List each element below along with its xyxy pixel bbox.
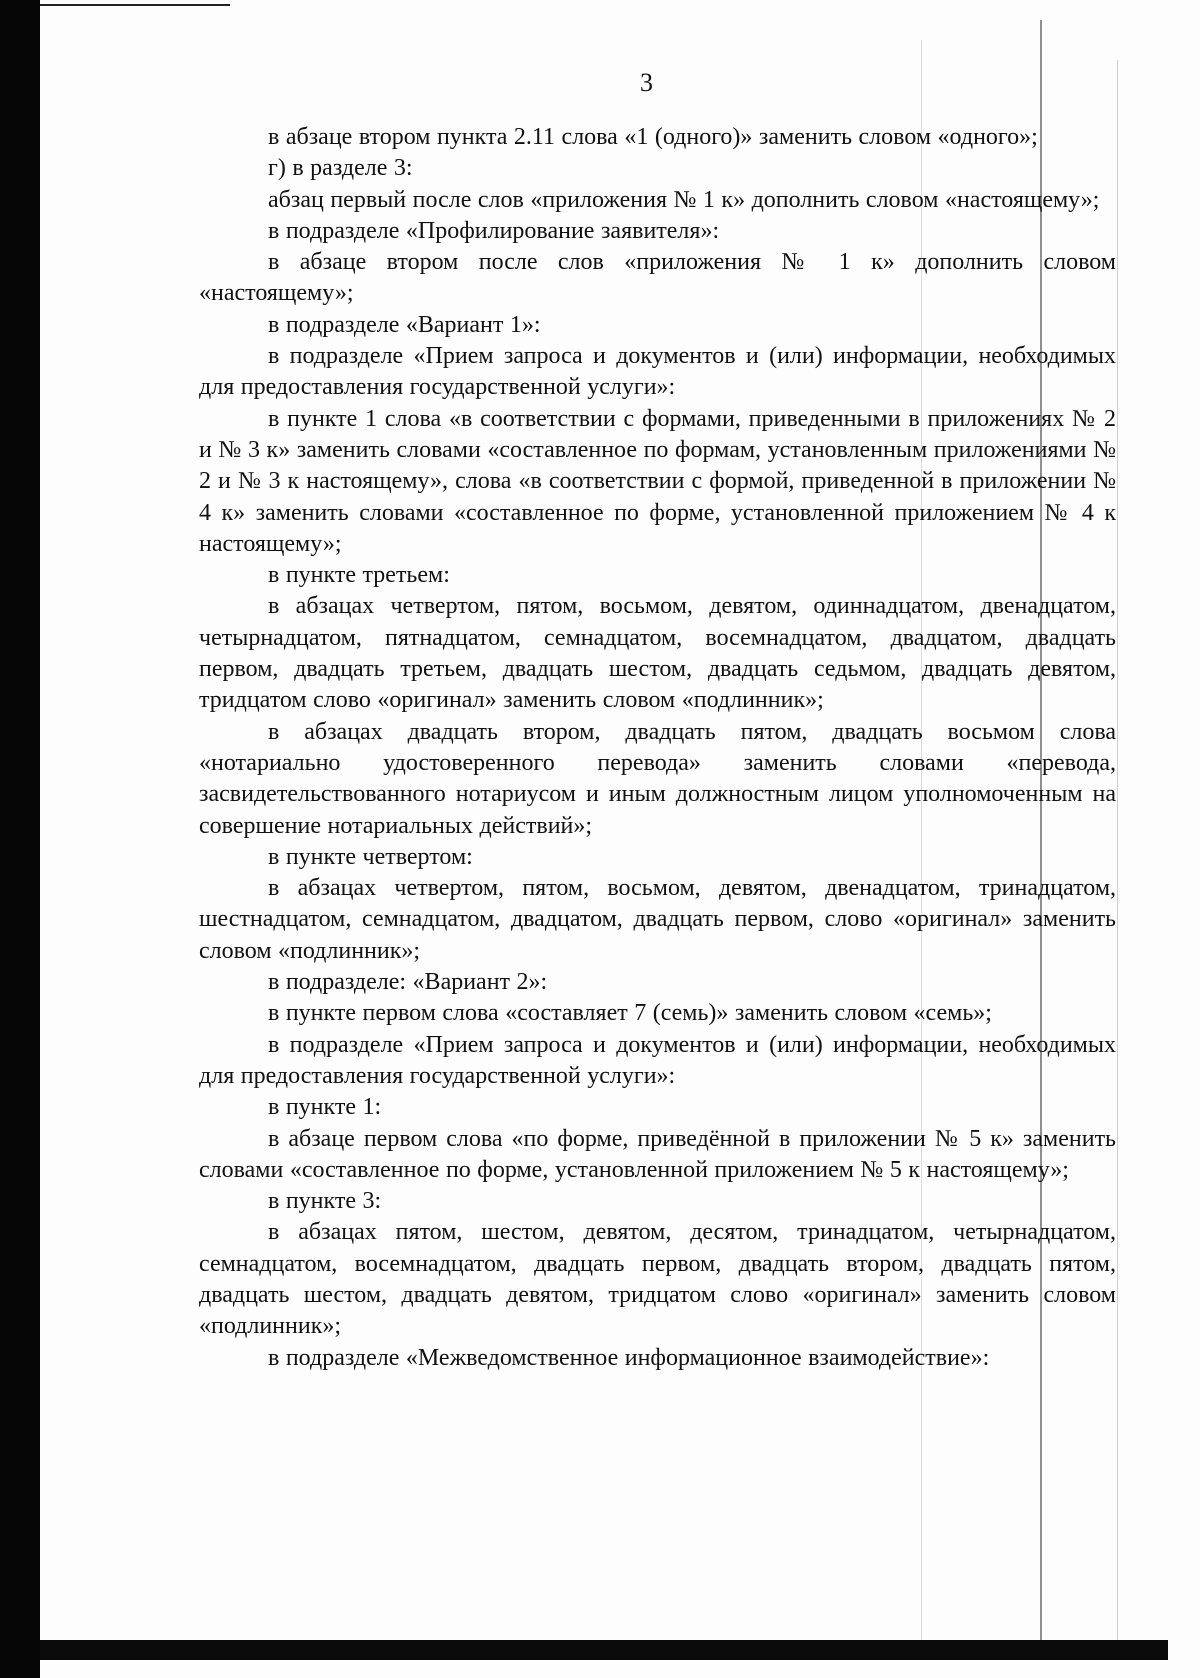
paragraph: абзац первый после слов «приложения № 1 к» дополнить словом «настоящему»;	[268, 186, 1100, 213]
scan-border-bottom	[40, 1640, 1168, 1660]
paragraph: в пункте четвертом:	[268, 843, 473, 870]
paragraph: в пункте 3:	[268, 1188, 382, 1215]
paragraph: в абзацах четвертом, пятом, восьмом, девятом, двенадцатом, тринадцатом, шестнадцатом, семнадцатом, двадцатом, двадцать первом, слово «оригинал» заменить словом «подлинник»;	[199, 875, 1116, 964]
scan-artifact-line	[1117, 60, 1118, 1640]
scan-border-top	[40, 4, 230, 6]
paragraph: в абзацах четвертом, пятом, восьмом, девятом, одиннадцатом, двенадцатом, четырнадцатом, пятнадцатом, семнадцатом, восемнадцатом, двадцатом, двадцать первом, двадцать третьем, двадцать шестом, двадцать седьмом, двадцать девятом, тридцатом слово «оригинал» заменить словом «подлинник»;	[199, 593, 1116, 714]
paragraph: в пункте первом слова «составляет 7 (семь)» заменить словом «семь»;	[268, 1000, 992, 1027]
paragraph: в подразделе «Профилирование заявителя»:	[268, 217, 720, 244]
paragraph: в подразделе: «Вариант 2»:	[268, 969, 548, 996]
paragraph: в подразделе «Прием запроса и документов и (или) информации, необходимых для предоставления государственной услуги»:	[199, 1031, 1116, 1089]
paragraph: в пункте третьем:	[268, 562, 450, 589]
paragraph: в абзаце втором пункта 2.11 слова «1 (одного)» заменить словом «одного»;	[268, 124, 1038, 150]
paragraph: в абзаце первом слова «по форме, приведённой в приложении № 5 к» заменить словами «составленное по форме, установленной приложением № 5 к настоящему»;	[199, 1125, 1116, 1183]
paragraph: в подразделе «Вариант 1»:	[268, 311, 541, 338]
scan-border-left	[0, 0, 40, 1678]
document-body	[199, 122, 1116, 1374]
paragraph: в подразделе «Межведомственное информационное взаимодействие»:	[268, 1344, 990, 1371]
paragraph: г) в разделе 3:	[268, 155, 413, 182]
paragraph: в абзаце втором после слов «приложения № 1 к» дополнить словом «настоящему»;	[199, 249, 1116, 307]
paragraph: в абзацах пятом, шестом, девятом, десятом, тринадцатом, четырнадцатом, семнадцатом, восемнадцатом, двадцать первом, двадцать втором, двадцать пятом, двадцать шестом, двадцать девятом, тридцатом слово «оригинал» заменить словом «подлинник»;	[199, 1219, 1116, 1340]
paragraph: в пункте 1:	[268, 1094, 382, 1121]
paragraph: в абзацах двадцать втором, двадцать пятом, двадцать восьмом слова «нотариально удостоверенного перевода» заменить словами «перевода, засвидетельствованного нотариусом и иным должностным лицом уполномоченным на совершение нотариальных действий»;	[199, 718, 1116, 839]
paragraph: в подразделе «Прием запроса и документов и (или) информации, необходимых для предоставления государственной услуги»:	[199, 343, 1116, 401]
paragraph: в пункте 1 слова «в соответствии с формами, приведенными в приложениях № 2 и № 3 к» заменить словами «составленное по формам, установленным приложениями № 2 и № 3 к настоящему», слова «в соответствии с формой, приведенной в приложении № 4 к» заменить словами «составленное по форме, установленной приложением № 4 к настоящему»;	[199, 405, 1116, 557]
page-number: 3	[640, 68, 653, 97]
